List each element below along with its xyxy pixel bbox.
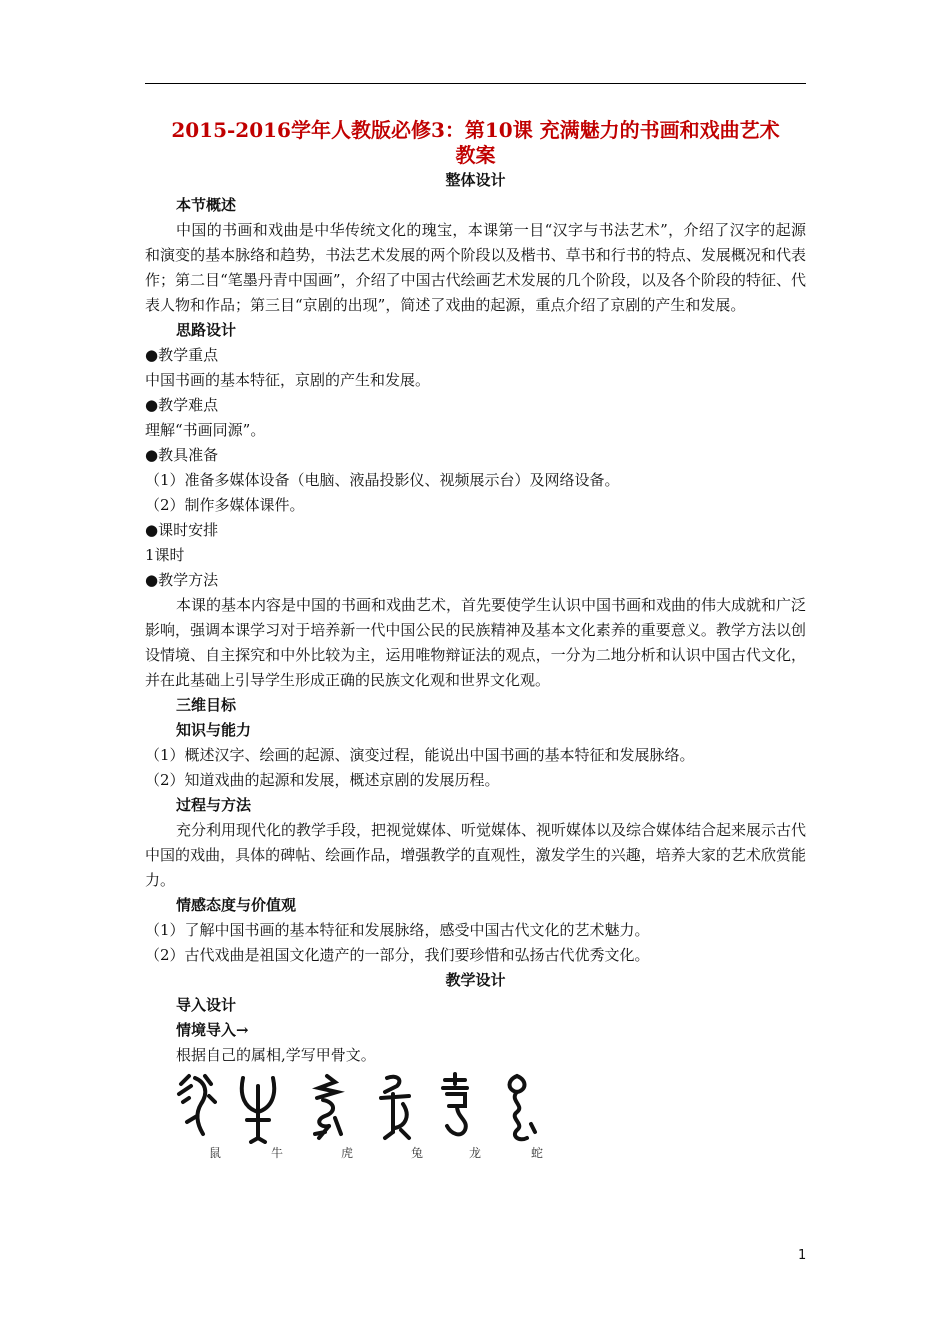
header-rule (145, 83, 806, 84)
process-paragraph: 充分利用现代化的教学手段，把视觉媒体、听觉媒体、视听媒体以及综合媒体结合起来展示古代中国的戏曲，具体的碑帖、绘画作品，增强教学的直观性，激发学生的兴趣，培养大家的艺术欣赏能力。 (145, 821, 807, 889)
design-heading: 思路设计 (176, 321, 237, 339)
document-title-line2: 教案 (455, 143, 496, 167)
overview-paragraph: 中国的书画和戏曲是中华传统文化的瑰宝，本课第一目“汉字与书法艺术”，介绍了汉字的起源和演变的基本脉络和趋势，书法艺术发展的两个阶段以及楷书、草书和行书的特点、发展概况和代表作；第二目“笔墨丹青中国画”，介绍了中国古代绘画艺术发展的几个阶段，以及各个阶段的特征、代表人物和作品；第三目“京剧的出现”，简述了戏曲的起源，重点介绍了京剧的产生和发展。 (145, 221, 806, 314)
method-label: ●教学方法 (145, 571, 219, 589)
section-heading-overall: 整体设计 (445, 171, 506, 189)
difficulty-text: 理解“书画同源”。 (145, 421, 266, 439)
oracle-bone-figure (145, 1072, 806, 1167)
oracle-glyph-snake (497, 1072, 539, 1144)
glyph-label-dragon: 龙 (469, 1146, 482, 1160)
glyph-label-tiger: 虎 (341, 1146, 354, 1160)
emotion-heading: 情感态度与价值观 (176, 896, 297, 914)
process-heading: 过程与方法 (176, 796, 252, 814)
scenario-heading: 情境导入→ (176, 1021, 249, 1039)
glyph-label-ox: 牛 (271, 1146, 284, 1160)
schedule-text: 1课时 (145, 546, 185, 564)
tools-label: ●教具准备 (145, 446, 219, 464)
section-heading-teaching: 教学设计 (445, 971, 506, 989)
oracle-glyph-dragon (435, 1072, 477, 1144)
glyph-label-rat: 鼠 (209, 1146, 222, 1160)
oracle-glyph-tiger (305, 1072, 347, 1144)
document-title-line1: 2015-2016学年人教版必修3：第10课 充满魅力的书画和戏曲艺术 (171, 118, 780, 142)
glyph-label-snake: 蛇 (531, 1146, 544, 1160)
oracle-glyph-ox (237, 1072, 279, 1144)
tools-item-1: （1）准备多媒体设备（电脑、液晶投影仪、视频展示台）及网络设备。 (145, 471, 620, 489)
schedule-label: ●课时安排 (145, 521, 219, 539)
emotion-item-1: （1）了解中国书画的基本特征和发展脉络，感受中国古代文化的艺术魅力。 (145, 921, 650, 939)
intro-heading: 导入设计 (176, 996, 237, 1014)
page-number: 1 (798, 1248, 807, 1263)
document-body (145, 118, 806, 1167)
oracle-glyph-rat (175, 1072, 217, 1144)
goals-heading: 三维目标 (176, 696, 237, 714)
oracle-glyph-rabbit (373, 1072, 415, 1144)
knowledge-item-2: （2）知道戏曲的起源和发展，概述京剧的发展历程。 (145, 771, 500, 789)
tools-item-2: （2）制作多媒体课件。 (145, 496, 305, 514)
knowledge-item-1: （1）概述汉字、绘画的起源、演变过程，能说出中国书画的基本特征和发展脉络。 (145, 746, 695, 764)
overview-heading: 本节概述 (176, 196, 237, 214)
intro-text: 根据自己的属相,学写甲骨文。 (176, 1046, 376, 1064)
emotion-item-2: （2）古代戏曲是祖国文化遗产的一部分，我们要珍惜和弘扬古代优秀文化。 (145, 946, 650, 964)
glyph-label-rabbit: 兔 (411, 1146, 424, 1160)
key-points-text: 中国书画的基本特征，京剧的产生和发展。 (145, 371, 431, 389)
method-paragraph: 本课的基本内容是中国的书画和戏曲艺术，首先要使学生认识中国书画和戏曲的伟大成就和广泛影响，强调本课学习对于培养新一代中国公民的民族精神及基本文化素养的重要意义。教学方法以创设情境、自主探究和中外比较为主，运用唯物辩证法的观点，一分为二地分析和认识中国古代文化，并在此基础上引导学生形成正确的民族文化观和世界文化观。 (145, 596, 807, 689)
key-points-label: ●教学重点 (145, 346, 219, 364)
knowledge-heading: 知识与能力 (176, 721, 252, 739)
difficulty-label: ●教学难点 (145, 396, 219, 414)
